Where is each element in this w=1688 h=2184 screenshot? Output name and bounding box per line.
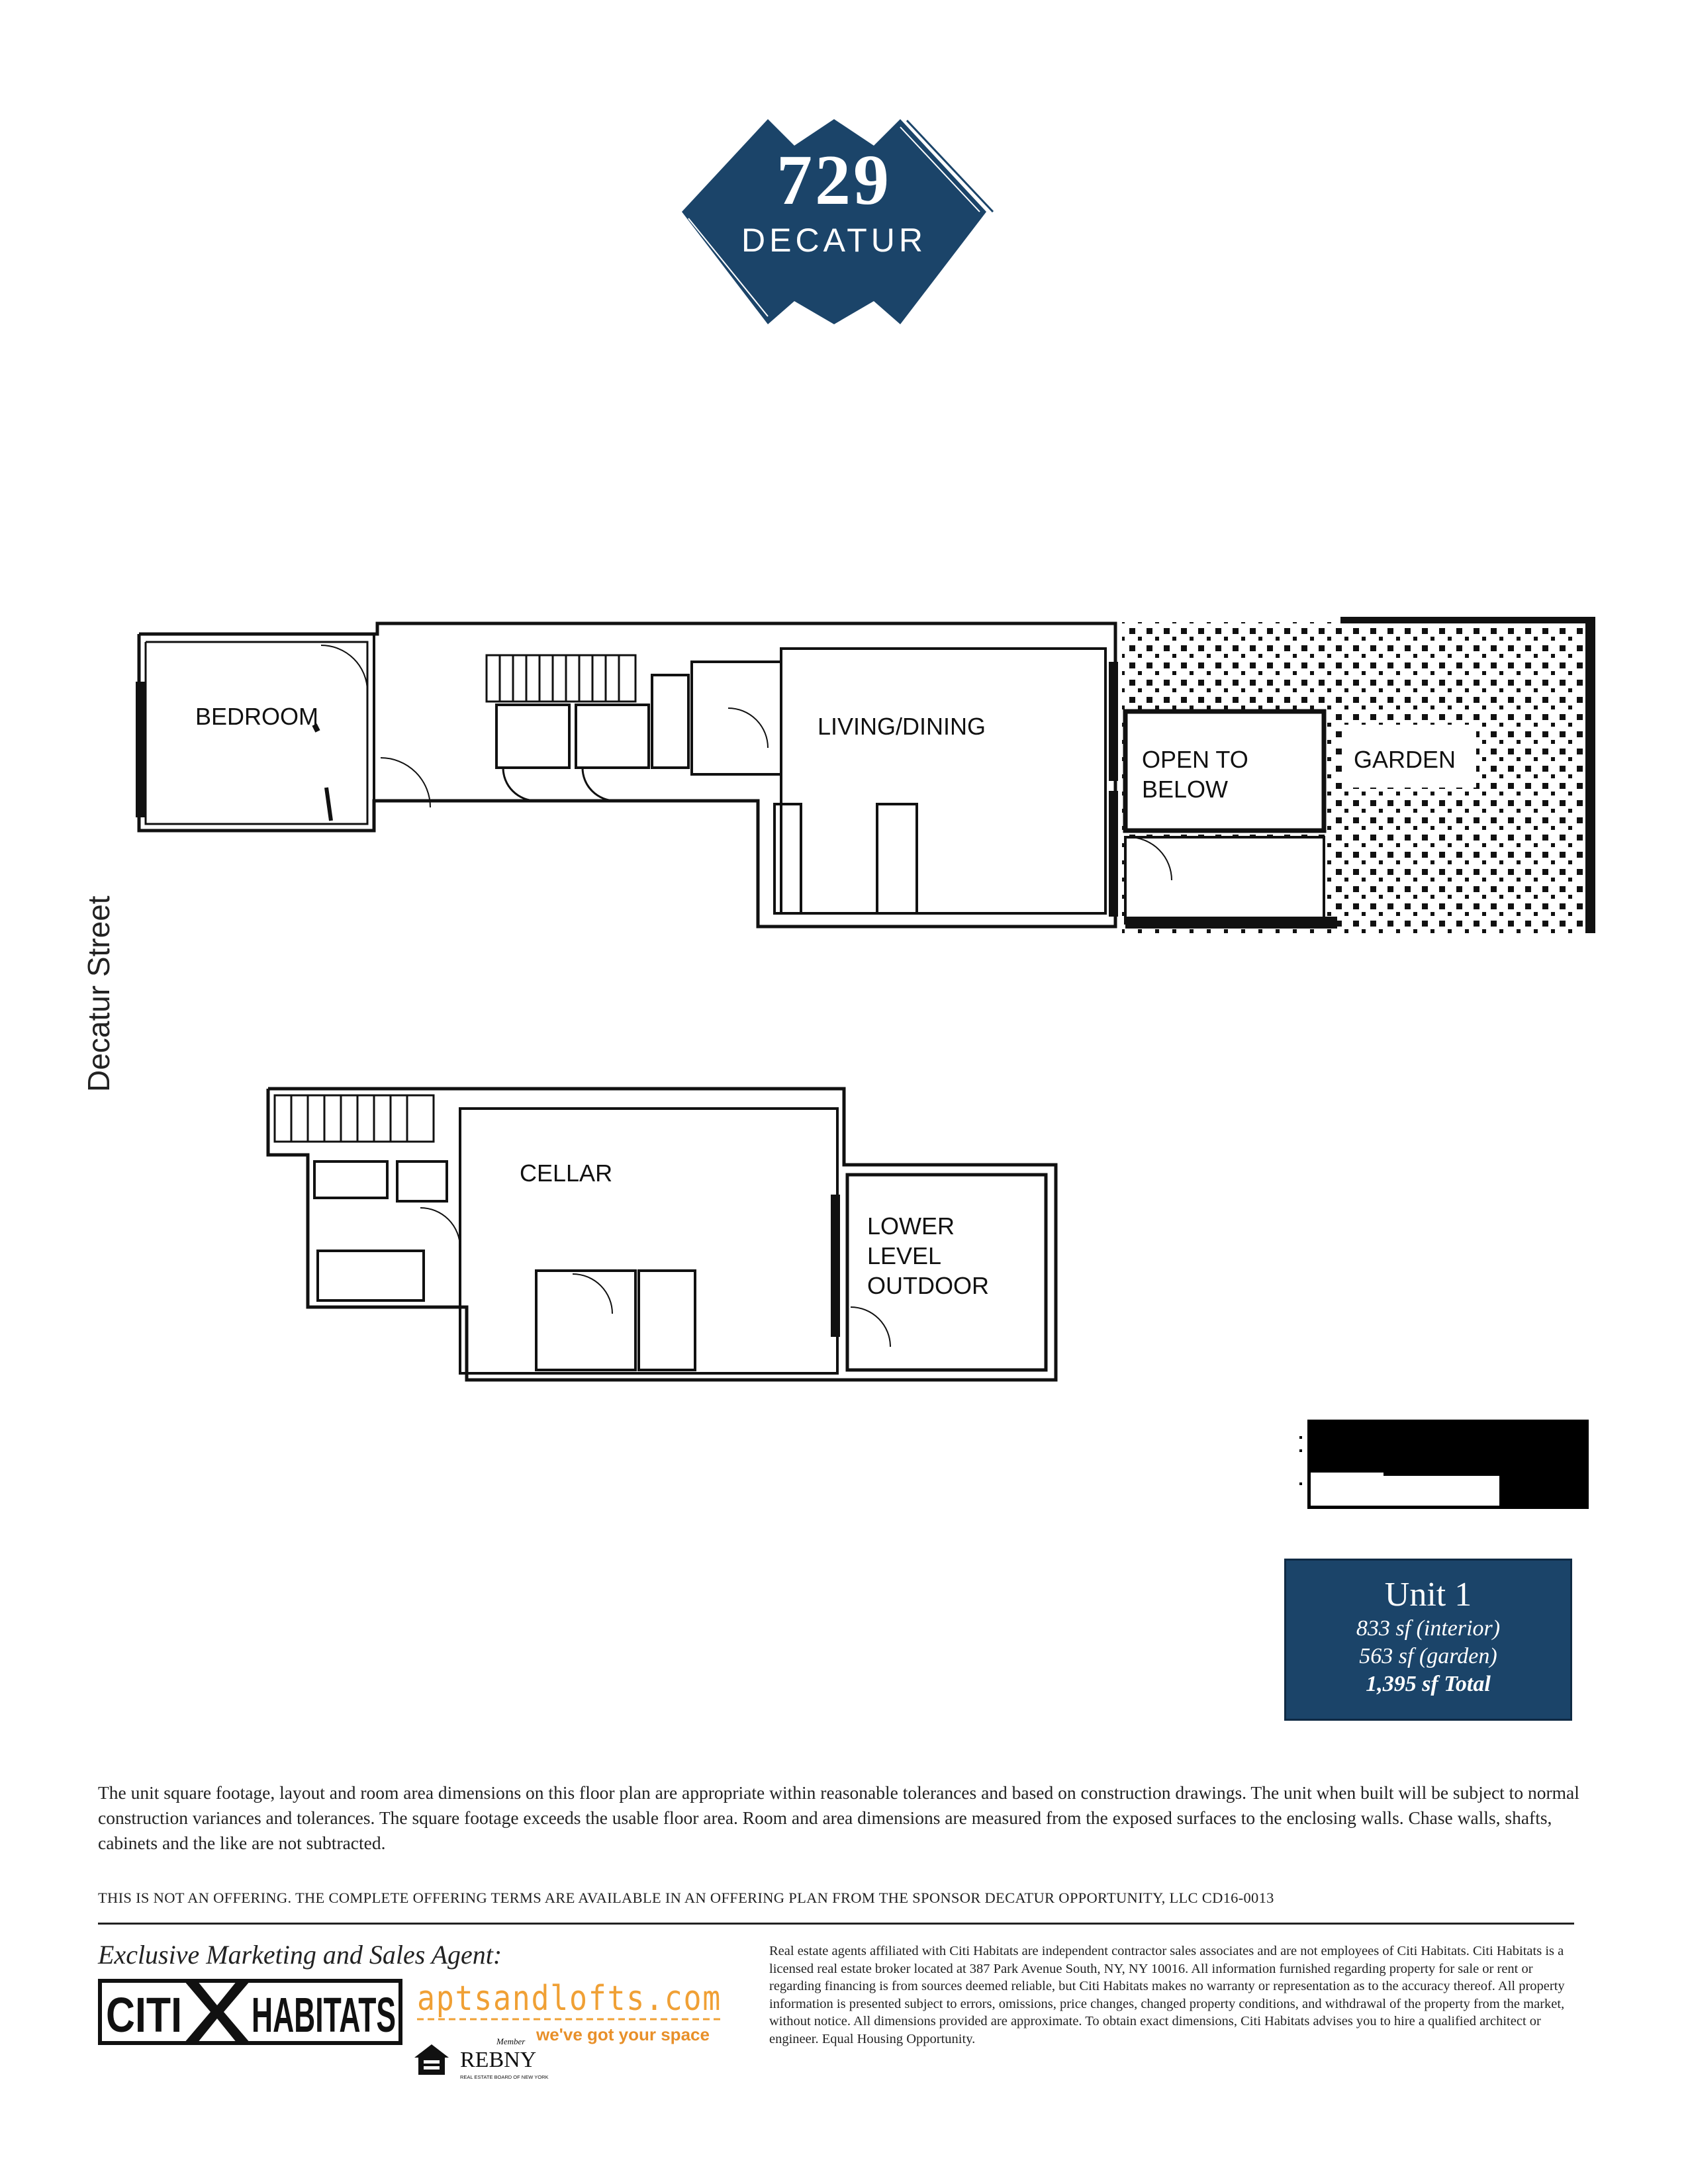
room-label-cellar: CELLAR [520, 1160, 613, 1187]
citi-right: HABITATS [252, 1987, 396, 2042]
divider [98, 1923, 1574, 1925]
citi-habitats-logo [98, 1979, 402, 2045]
equal-housing-icon [412, 2042, 451, 2081]
room-label-level: LEVEL [867, 1242, 942, 1269]
unit-info-box [1284, 1559, 1572, 1721]
room-label-lower: LOWER [867, 1212, 955, 1240]
rebny-name: REBNY [460, 2048, 537, 2072]
rebny-logo [457, 2035, 549, 2085]
disclaimer-text: The unit square footage, layout and room area dimensions on this floor plan are appropriate within reasonable tolerances and based on construction drawings. The unit when built will be subject to normal construction variances and tolerances. The square footage exceeds the usable floor area. Room and area dimensions are measured from the exposed surfaces to the enclosing walls. Chase walls, shafts, cabinets and the like are not subtracted. [98, 1782, 1579, 1853]
key-plan [1297, 1410, 1589, 1509]
room-label-open-to: OPEN TO [1142, 746, 1248, 773]
unit-title: Unit 1 [1384, 1576, 1472, 1614]
main-level-plan [129, 609, 1618, 953]
offering-notice: THIS IS NOT AN OFFERING. THE COMPLETE OFFERING TERMS ARE AVAILABLE IN AN OFFERING PLAN FROM THE SPONSOR DECATUR OPPORTUNITY, LLC CD16-0013 [98, 1889, 1274, 1906]
room-label-below: BELOW [1142, 776, 1229, 803]
citi-left: CITI [106, 1987, 182, 2042]
unit-interior-area: 833 sf (interior) [1356, 1616, 1501, 1641]
rebny-member: Member [496, 2036, 526, 2046]
room-label-bedroom: BEDROOM [195, 703, 319, 730]
rebny-sub: REAL ESTATE BOARD OF NEW YORK [460, 2074, 549, 2080]
apts-wordmark: aptsandlofts.com [417, 1979, 722, 2019]
street-label-text: Decatur Street [81, 895, 116, 1092]
apts-tagline: we've got your space [536, 2025, 710, 2044]
room-label-living-dining: LIVING/DINING [818, 713, 986, 740]
unit-total-area: 1,395 sf Total [1366, 1672, 1491, 1696]
room-label-outdoor: OUTDOOR [867, 1272, 989, 1299]
building-logo [669, 113, 1000, 331]
agent-caption: Exclusive Marketing and Sales Agent: [98, 1940, 502, 1970]
cellar-level-plan [261, 1069, 1076, 1400]
logo-name: DECATUR [741, 222, 927, 259]
logo-number: 729 [776, 141, 892, 220]
unit-garden-area: 563 sf (garden) [1359, 1644, 1497, 1668]
legal-text: Real estate agents affiliated with Citi Habitats are independent contractor sales associates and are not employees of Citi Habitats. Citi Habitats is a licensed real estate broker located at 387 Park Avenue South, NY, NY 10016. All information furnished regarding property for sale or rent or regarding financing is from sources deemed reliable, but Citi Habitats makes no warranty or representation as to the accuracy thereof. All property information is presented subject to errors, omissions, price changes, changed property conditions, and withdrawal of the property from the market, without notice. All dimensions provided are approximate. To obtain exact dimensions, Citi Habitats advises you to hire a qualified architect or engineer. Equal Housing Opportunity. [769, 1944, 1565, 2046]
room-label-garden: GARDEN [1354, 746, 1456, 773]
